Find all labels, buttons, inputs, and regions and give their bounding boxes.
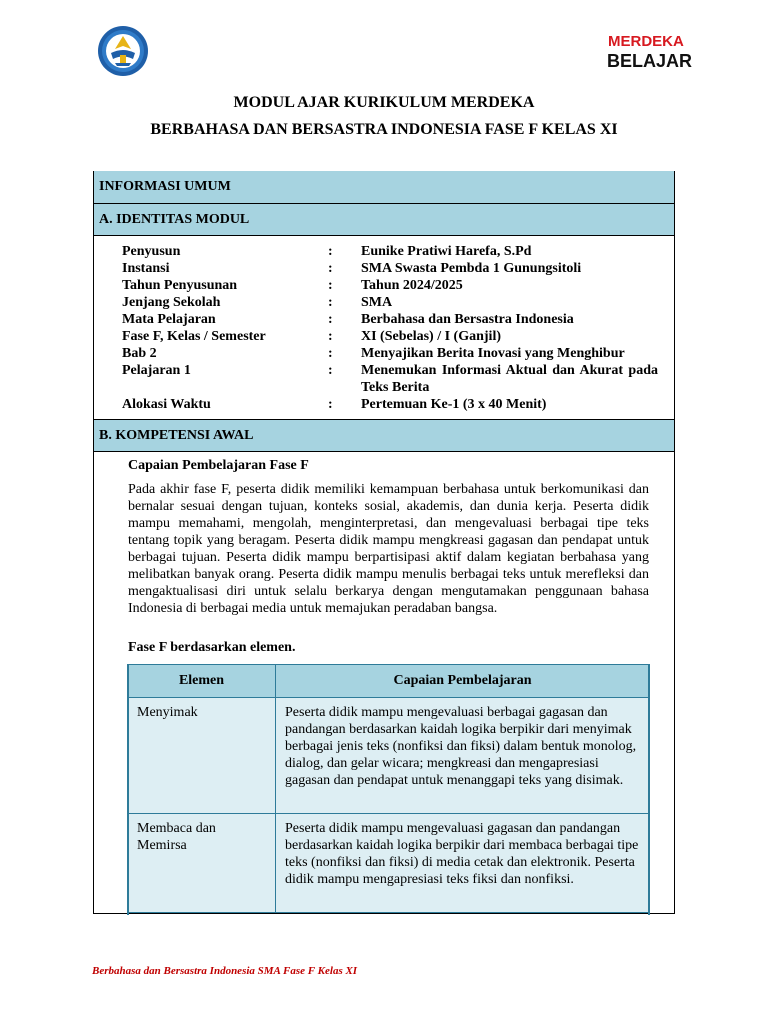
document-title: MODUL AJAR KURIKULUM MERDEKA <box>233 94 535 111</box>
column-header-elemen: Elemen <box>128 665 276 698</box>
elemen-cell: Membaca dan Memirsa <box>128 814 276 913</box>
logo-line-merdeka: MERDEKA <box>608 33 684 50</box>
identitas-value: Berbahasa dan Bersastra Indonesia <box>361 312 574 327</box>
section-informasi-umum: INFORMASI UMUM <box>94 171 674 204</box>
identitas-value: XI (Sebelas) / I (Ganjil) <box>361 329 501 344</box>
identitas-separator: : <box>328 261 333 276</box>
identitas-value: Menemukan Informasi Aktual dan Akurat pada Teks Berita <box>361 363 658 395</box>
identitas-value: SMA <box>361 295 393 310</box>
column-header-capaian: Capaian Pembelajaran <box>276 665 650 698</box>
identitas-separator: : <box>328 329 333 344</box>
identitas-label: Tahun Penyusunan <box>122 278 238 293</box>
identitas-label: Penyusun <box>122 244 181 259</box>
capaian-cell: Peserta didik mampu mengevaluasi berbagai gagasan dan pandangan berdasarkan kaidah logika berpikir dari menyimak berbagai jenis teks (nonfiksi dan fiksi) dalam bentuk monolog, dialog, dan gelar wicara; mengkreasi dan mengapresiasi gagasan dan pendapat untuk menanggapi teks yang disimak. <box>276 698 650 814</box>
logo-line-belajar: BELAJAR <box>607 51 693 71</box>
identitas-value: SMA Swasta Pembda 1 Gunungsitoli <box>361 261 582 276</box>
identitas-label: Fase F, Kelas / Semester <box>122 329 266 344</box>
capaian-paragraph: Pada akhir fase F, peserta didik memiliki kemampuan berbahasa untuk berkomunikasi dan bernalar sesuai dengan tujuan, konteks sosial, akademis, dan dunia kerja. Peserta didik mampu memahami, mengolah, menginterpretasi, dan mengevaluasi berbagai tipe teks tentang topik yang beragam. Peserta didik mampu mengkreasi gagasan dan pendapat untuk berbagai tujuan. Peserta didik mampu berpartisipasi aktif dalam kegiatan berbahasa yang melibatkan banyak orang. Peserta didik mampu menulis berbagai teks untuk merefleksi dan mengaktualisasi diri untuk selalu berkarya dengan mengutamakan penggunaan bahasa Indonesia di berbagai media untuk memajukan peradaban bangsa. <box>128 482 649 616</box>
identitas-label: Bab 2 <box>122 346 157 361</box>
capaian-heading: Capaian Pembelajaran Fase F <box>128 458 309 473</box>
identitas-separator: : <box>328 397 333 412</box>
identitas-separator: : <box>328 346 333 361</box>
table-row <box>128 814 650 913</box>
identitas-separator: : <box>328 363 333 378</box>
section-identitas-modul: A. IDENTITAS MODUL <box>94 203 674 236</box>
tut-wuri-handayani-logo <box>97 25 149 77</box>
identitas-label: Jenjang Sekolah <box>122 295 221 310</box>
table-row <box>128 698 650 814</box>
identitas-separator: : <box>328 244 333 259</box>
elemen-table <box>127 664 650 913</box>
identitas-separator: : <box>328 295 333 310</box>
identitas-separator: : <box>328 312 333 327</box>
page-footer: Berbahasa dan Bersastra Indonesia SMA Fase F Kelas XI <box>92 965 358 977</box>
table-border-left <box>127 664 129 915</box>
identitas-label: Instansi <box>122 261 170 276</box>
merdeka-belajar-logo <box>604 30 693 74</box>
identitas-value: Pertemuan Ke-1 (3 x 40 Menit) <box>361 397 547 412</box>
identitas-value: Tahun 2024/2025 <box>361 278 463 293</box>
elemen-cell: Menyimak <box>128 698 276 814</box>
table-header-row <box>128 665 650 698</box>
document-subtitle: BERBAHASA DAN BERSASTRA INDONESIA FASE F KELAS XI <box>150 121 618 138</box>
fase-heading: Fase F berdasarkan elemen. <box>128 640 296 655</box>
capaian-cell: Peserta didik mampu mengevaluasi gagasan dan pandangan berdasarkan kaidah logika berpikir dari membaca berbagai tipe teks (nonfiksi dan fiksi) di media cetak dan elektronik. Peserta didik mampu mengapresiasi teks fiksi dan nonfiksi. <box>276 814 650 913</box>
section-kompetensi-awal: B. KOMPETENSI AWAL <box>94 419 674 452</box>
identitas-value: Menyajikan Berita Inovasi yang Menghibur <box>361 346 625 361</box>
identitas-label: Pelajaran 1 <box>122 363 191 378</box>
table-border-right <box>648 664 650 915</box>
identitas-value: Eunike Pratiwi Harefa, S.Pd <box>361 244 532 259</box>
identitas-label: Alokasi Waktu <box>122 397 211 412</box>
identitas-separator: : <box>328 278 333 293</box>
identitas-label: Mata Pelajaran <box>122 312 216 327</box>
